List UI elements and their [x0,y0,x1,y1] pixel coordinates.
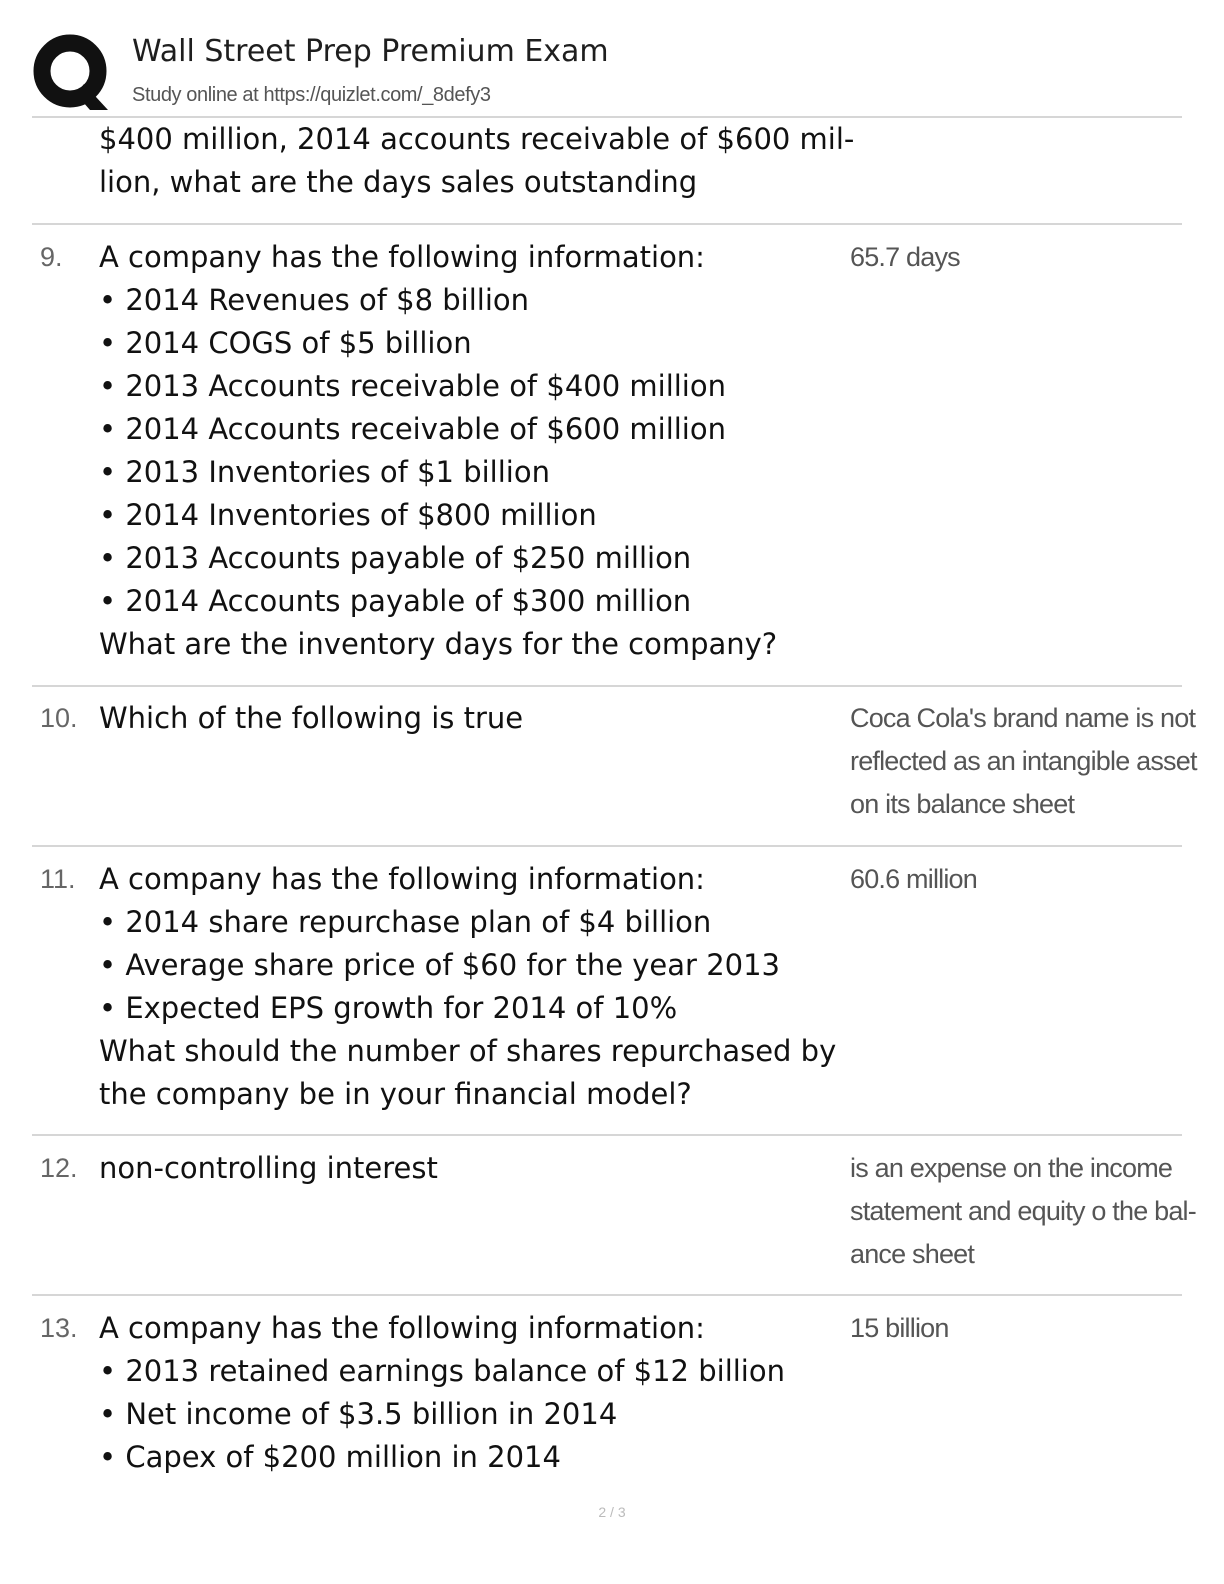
term-line: Which of the following is true [99,701,524,735]
term-line: • 2014 Revenues of $8 billion [99,283,530,317]
term-line: • 2013 Inventories of $1 billion [99,455,550,489]
card-term [99,236,849,666]
term-line: • Average share price of $60 for the year 2013 [99,948,780,982]
term-line: • 2014 COGS of $5 billion [99,326,472,360]
term-line: A company has the following information: [99,240,705,274]
page-header [32,28,1182,114]
term-line: • 2014 share repurchase plan of $4 billion [99,905,712,939]
divider [32,685,1182,687]
term-line: What are the inventory days for the company? [99,627,778,661]
term-line: What should the number of shares repurchased by [99,1034,837,1068]
term-line: • 2014 Inventories of $800 million [99,498,597,532]
card-answer [850,697,1197,826]
quizlet-logo-icon [32,32,114,114]
divider [32,223,1182,225]
answer-line: ance sheet [850,1239,975,1269]
term-line: • Expected EPS growth for 2014 of 10% [99,991,678,1025]
card-number: 12. [40,1153,78,1183]
answer-line: statement and equity o the bal- [850,1196,1196,1226]
card-answer [850,858,1180,901]
card-number: 10. [40,703,78,733]
term-line: • 2013 retained earnings balance of $12 billion [99,1354,785,1388]
card-term [99,118,855,204]
answer-line: is an expense on the income [850,1153,1173,1183]
card-number: 13. [40,1313,78,1343]
term-line: • 2014 Accounts payable of $300 million [99,584,692,618]
term-line: non-controlling interest [99,1151,438,1185]
term-line: • Net income of $3.5 billion in 2014 [99,1397,618,1431]
term-line: A company has the following information: [99,862,705,896]
card-answer [850,1147,1196,1276]
answer-line: 15 billion [850,1313,949,1343]
term-line: • 2013 Accounts receivable of $400 million [99,369,726,403]
term-line: lion, what are the days sales outstanding [99,165,698,199]
term-line: • 2014 Accounts receivable of $600 million [99,412,726,446]
term-line: A company has the following information: [99,1311,705,1345]
divider [32,1134,1182,1136]
page-number: 2 / 3 [598,1504,626,1520]
card-answer [850,236,1180,279]
term-line: the company be in your financial model? [99,1077,692,1111]
card-term [99,697,849,740]
term-line: $400 million, 2014 accounts receivable of $600 mil- [99,122,855,156]
card-answer [850,1307,1180,1350]
study-online-link[interactable]: Study online at https://quizlet.com/_8defy3 [132,84,491,106]
answer-line: on its balance sheet [850,789,1075,819]
card-term [99,1307,849,1479]
card-term [99,858,849,1116]
answer-line: reflected as an intangible asset [850,746,1197,776]
answer-line: Coca Cola's brand name is not [850,703,1196,733]
term-line: • Capex of $200 million in 2014 [99,1440,561,1474]
term-line: • 2013 Accounts payable of $250 million [99,541,692,575]
card-number: 9. [40,242,63,272]
document-title: Wall Street Prep Premium Exam [132,34,609,69]
divider [32,845,1182,847]
card-number: 11. [40,864,76,894]
answer-line: 65.7 days [850,242,960,272]
card-term [99,1147,849,1190]
answer-line: 60.6 million [850,864,977,894]
divider [32,1294,1182,1296]
